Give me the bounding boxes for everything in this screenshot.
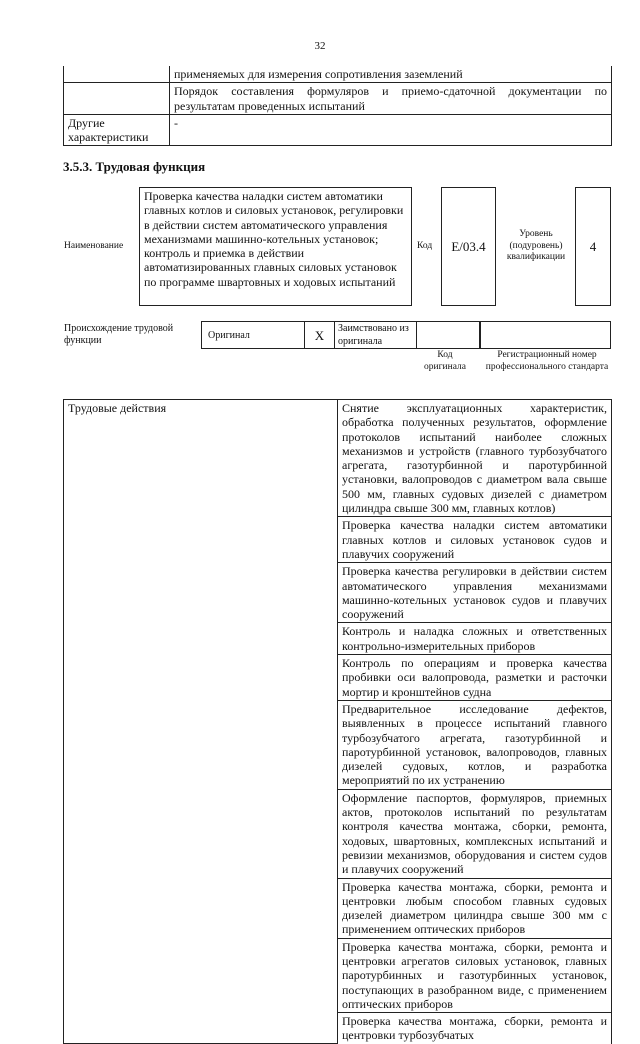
function-code: E/03.4: [441, 187, 496, 306]
function-name: Проверка качества наладки систем автоматики главных котлов и силовых установок, регулировки в действии систем автоматического управления механизмами машинно-котельных установок; контроль и приемка в действии автоматизированных главных силовых установок по программе швартовных и ходовых испытаний: [139, 187, 412, 306]
list-item: Проверка качества монтажа, сборки, ремонта и центровки агрегатов силовых установок, главных паротурбинных и газотурбинных установок, поступающих в разобранном виде, с применением оптических приборов: [338, 938, 612, 1012]
name-label: Наименование: [64, 241, 124, 251]
row-value: Порядок составления формуляров и приемо-сдаточной документации по результатам проведенных испытаний: [170, 83, 612, 115]
list-item: Оформление паспортов, формуляров, приемных актов, протоколов испытаний по результатам контроля качества монтажа, сборки, ремонта, ходовых, швартовных, комплексных испытаний и ревизии механизмов, оборудования и систем судов и плавучих сооружений: [338, 789, 612, 878]
page-number: 32: [314, 40, 326, 52]
row-label: [64, 66, 170, 83]
row-value: -: [170, 114, 612, 146]
table-row: [64, 400, 612, 517]
list-item: Проверка качества монтажа, сборки, ремонта и центровки турбозубчатых: [338, 1013, 612, 1044]
labor-actions-label: Трудовые действия: [64, 400, 338, 1044]
list-item: Проверка качества монтажа, сборки, ремонта и центровки любым способом главных судовых дизелей диаметром цилиндра свыше 300 мм с применением оптических приборов: [338, 878, 612, 938]
list-item: Проверка качества наладки систем автоматики главных котлов и силовых установок судов и плавучих сооружений: [338, 517, 612, 563]
reg-number-label: Регистрационный номер профессионального стандарта: [485, 350, 609, 372]
code-label: Код: [417, 241, 433, 251]
origin-label: Происхождение трудовой функции: [64, 323, 174, 346]
table-row: [64, 66, 612, 83]
code-original-cell: [417, 322, 479, 348]
list-item: Предварительное исследование дефектов, выявленных в процессе испытаний главного турбозубчатого агрегата, газотурбинной и паротурбинной установок, валопроводов, главных дизелей судовых, котлов, и разработка мероприятий по их устранению: [338, 700, 612, 789]
borrowed-label: Заимствовано из оригинала: [335, 322, 417, 348]
table-row: [64, 83, 612, 115]
code-original-label: Код оригинала: [424, 350, 466, 372]
qualification-level: 4: [575, 187, 611, 306]
table-row: [64, 114, 612, 146]
row-value: применяемых для измерения сопротивления заземлений: [170, 66, 612, 83]
origin-box: [201, 321, 480, 349]
reg-number-box: [480, 321, 611, 349]
labor-actions-table: [63, 399, 612, 1044]
list-item: Снятие эксплуатационных характеристик, обработка полученных результатов, оформление протоколов испытаний наиболее сложных механизмов и устройств (главного турбозубчатого агрегата, газотурбинной и паротурбинной установки, валопроводов с диаметром вала свыше 500 мм, главных судовых дизелей с диаметром цилиндра свыше 300 мм, главных котлов): [338, 400, 612, 517]
row-label: [64, 83, 170, 115]
section-heading: 3.5.3. Трудовая функция: [63, 159, 206, 174]
original-label: Оригинал: [202, 322, 305, 348]
list-item: Контроль и наладка сложных и ответственных контрольно-измерительных приборов: [338, 623, 612, 655]
original-mark: X: [305, 322, 335, 348]
list-item: Проверка качества регулировки в действии систем автоматического управления механизмами машинно-котельных установок судов и плавучих сооружений: [338, 563, 612, 623]
row-label: Другие характеристики: [64, 114, 170, 146]
level-label: Уровень (подуровень) квалификации: [506, 229, 566, 262]
list-item: Контроль по операциям и проверка качества пробивки оси валопровода, разметки и расточки мортир и кронштейнов судна: [338, 655, 612, 701]
top-table: [63, 66, 612, 146]
